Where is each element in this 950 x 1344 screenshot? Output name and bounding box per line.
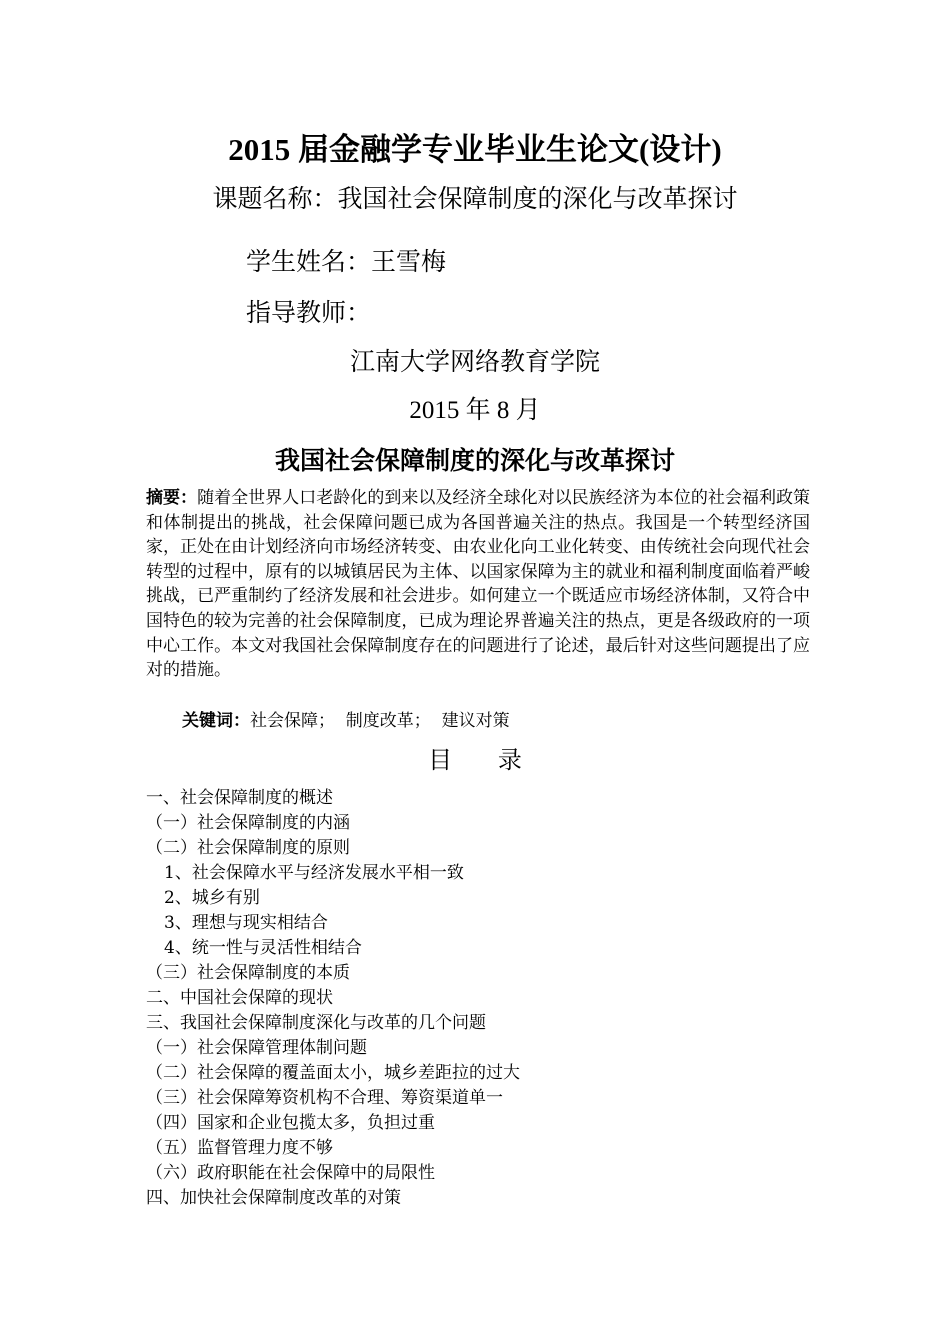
thesis-main-title: 2015 届金融学专业毕业生论文(设计) [228, 132, 722, 167]
advisor-line: 指导教师： [246, 298, 372, 327]
toc-item: （一）社会保障管理体制问题 [146, 1038, 367, 1058]
abstract-label: 摘要： [146, 488, 198, 508]
toc-item: （五）监督管理力度不够 [146, 1138, 333, 1158]
table-of-contents [146, 786, 846, 1211]
toc-item: 一、社会保障制度的概述 [146, 788, 333, 808]
toc-item: （三）社会保障筹资机构不合理、筹资渠道单一 [146, 1088, 503, 1108]
toc-item: 3、理想与现实相结合 [164, 913, 328, 933]
toc-title: 目 录 [428, 746, 522, 774]
keywords-text: 社会保障； 制度改革； 建议对策 [250, 711, 510, 731]
toc-item: 1、社会保障水平与经济发展水平相一致 [164, 863, 464, 883]
student-name-line: 学生姓名：王雪梅 [246, 247, 447, 276]
toc-item: 四、加快社会保障制度改革的对策 [146, 1188, 401, 1208]
toc-item: 二、中国社会保障的现状 [146, 988, 333, 1008]
toc-item: （六）政府职能在社会保障中的局限性 [146, 1163, 435, 1183]
abstract-paragraph [146, 486, 810, 683]
keywords-label: 关键词： [182, 711, 250, 731]
toc-item: （二）社会保障的覆盖面太小，城乡差距拉的过大 [146, 1063, 520, 1083]
toc-item: （二）社会保障制度的原则 [146, 838, 350, 858]
toc-item: （四）国家和企业包揽太多，负担过重 [146, 1113, 435, 1133]
thesis-date: 2015 年 8 月 [409, 397, 541, 424]
toc-item: 2、城乡有别 [164, 888, 260, 908]
school-name: 江南大学网络教育学院 [349, 347, 600, 376]
toc-item: （一）社会保障制度的内涵 [146, 813, 350, 833]
toc-item: 4、统一性与灵活性相结合 [164, 938, 362, 958]
toc-item: （三）社会保障制度的本质 [146, 963, 350, 983]
toc-item: 三、我国社会保障制度深化与改革的几个问题 [146, 1013, 486, 1033]
keywords-line [182, 709, 510, 733]
subject-line: 课题名称：我国社会保障制度的深化与改革探讨 [212, 184, 738, 213]
paper-title: 我国社会保障制度的深化与改革探讨 [274, 446, 675, 475]
abstract-text: 随着全世界人口老龄化的到来以及经济全球化对以民族经济为本位的社会福利政策和体制提出的挑战，社会保障问题已成为各国普遍关注的热点。我国是一个转型经济国家，正处在由计划经济向市场经济转变、由农业化向工业化转变、由传统社会向现代社会转型的过程中，原有的以城镇居民为主体、以国家保障为主的就业和福利制度面临着严峻挑战，已严重制约了经济发展和社会进步。如何建立一个既适应市场经济体制，又符合中国特色的较为完善的社会保障制度，已成为理论界普遍关注的热点，更是各级政府的一项中心工作。本文对我国社会保障制度存在的问题进行了论述，最后针对这些问题提出了应对的措施。 [146, 488, 811, 681]
